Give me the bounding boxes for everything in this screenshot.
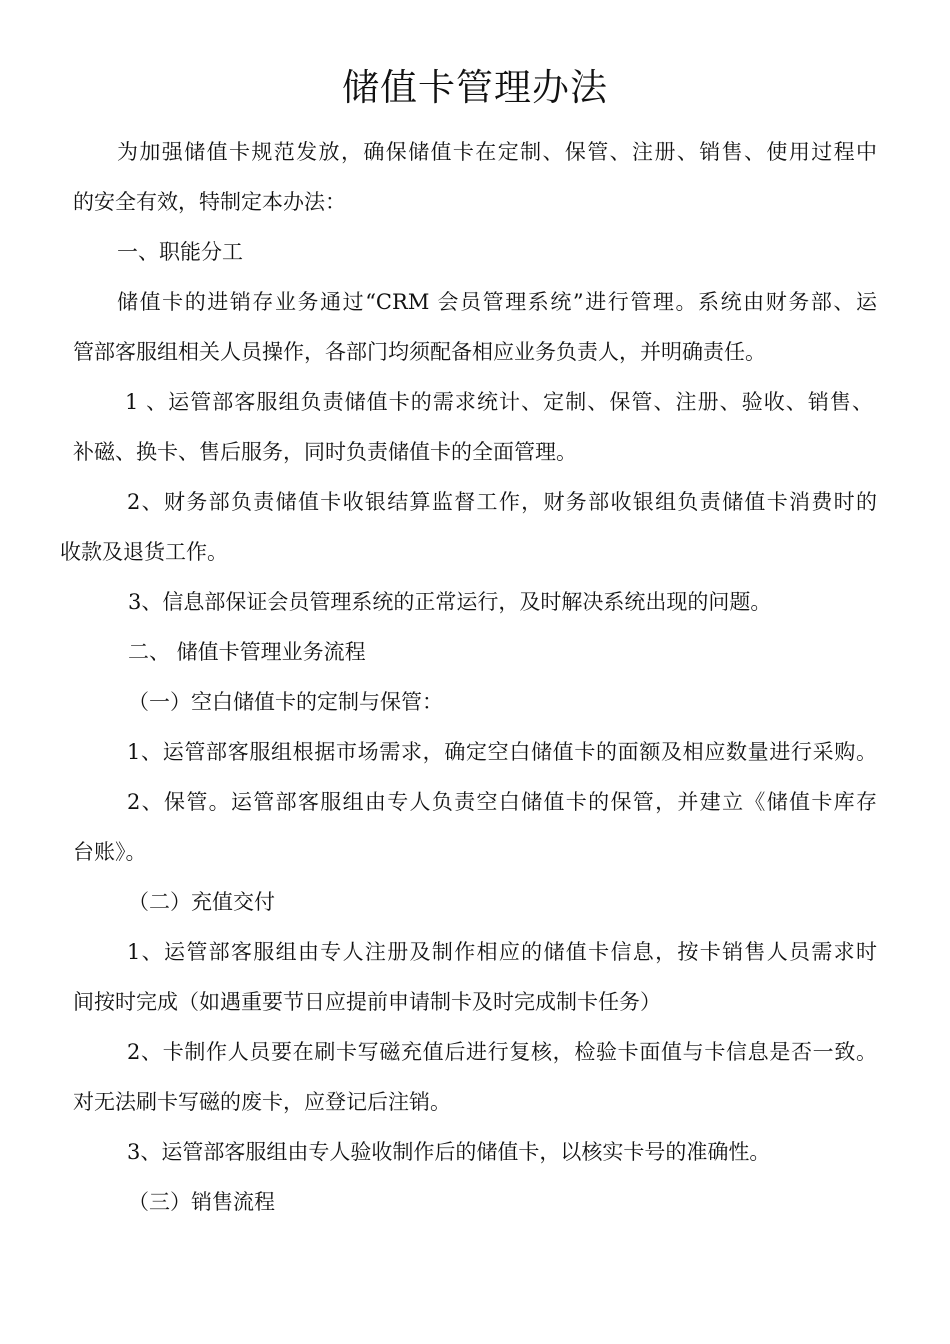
subsection-heading: （一）空白储值卡的定制与保管： bbox=[128, 690, 443, 714]
section-heading: 一、职能分工 bbox=[117, 240, 243, 264]
subsection-heading: （三）销售流程 bbox=[128, 1190, 275, 1214]
paragraph-line: 管部客服组相关人员操作，各部门均须配备相应业务负责人，并明确责任。 bbox=[73, 340, 766, 364]
paragraph-line: 储值卡的进销存业务通过“CRM 会员管理系统”进行管理。系统由财务部、运 bbox=[117, 290, 877, 314]
paragraph-line: 的安全有效，特制定本办法： bbox=[73, 190, 346, 214]
paragraph-line: 2、财务部负责储值卡收银结算监督工作，财务部收银组负责储值卡消费时的 bbox=[127, 490, 877, 514]
paragraph-line: 台账》。 bbox=[73, 840, 147, 864]
paragraph-line: 2、卡制作人员要在刷卡写磁充值后进行复核，检验卡面值与卡信息是否一致。 bbox=[127, 1040, 877, 1064]
paragraph-line: 补磁、换卡、售后服务，同时负责储值卡的全面管理。 bbox=[73, 440, 577, 464]
paragraph-line: 为加强储值卡规范发放，确保储值卡在定制、保管、注册、销售、使用过程中 bbox=[117, 140, 877, 164]
paragraph-line: 1、运管部客服组由专人注册及制作相应的储值卡信息，按卡销售人员需求时 bbox=[127, 940, 877, 964]
paragraph-line: 对无法刷卡写磁的废卡，应登记后注销。 bbox=[73, 1090, 451, 1114]
paragraph-line: 2、保管。运管部客服组由专人负责空白储值卡的保管，并建立《储值卡库存 bbox=[127, 790, 877, 814]
paragraph-line: 间按时完成（如遇重要节日应提前申请制卡及时完成制卡任务） bbox=[73, 990, 661, 1014]
subsection-heading: （二）充值交付 bbox=[128, 890, 275, 914]
paragraph-line: 1、运管部客服组根据市场需求，确定空白储值卡的面额及相应数量进行采购。 bbox=[127, 740, 877, 764]
document-title: 储值卡管理办法 bbox=[342, 66, 608, 109]
paragraph-line: 3、信息部保证会员管理系统的正常运行，及时解决系统出现的问题。 bbox=[128, 590, 772, 614]
section-heading: 二、 储值卡管理业务流程 bbox=[128, 640, 366, 664]
paragraph-line: 3、运管部客服组由专人验收制作后的储值卡，以核实卡号的准确性。 bbox=[127, 1140, 771, 1164]
paragraph-line: 1 、运管部客服组负责储值卡的需求统计、定制、保管、注册、验收、销售、 bbox=[125, 390, 873, 414]
paragraph-line: 收款及退货工作。 bbox=[60, 540, 228, 564]
